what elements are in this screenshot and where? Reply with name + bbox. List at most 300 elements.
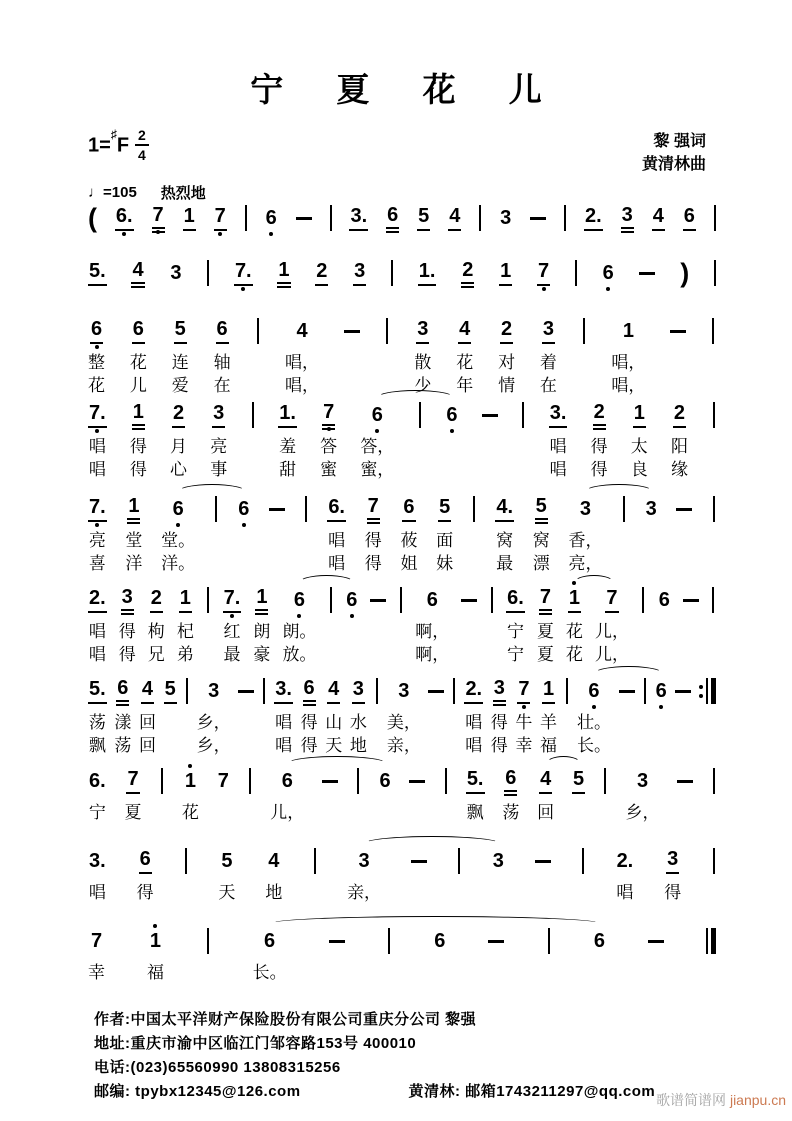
lyric: 兄 bbox=[147, 645, 165, 664]
note: 3 bbox=[542, 318, 555, 344]
lyric: 得 bbox=[118, 645, 136, 664]
lyric bbox=[489, 620, 494, 643]
lyric bbox=[582, 374, 587, 397]
lyric: 飘 bbox=[466, 803, 484, 822]
lyric bbox=[241, 529, 246, 552]
lyric: 亮 bbox=[210, 437, 228, 456]
footer-address: 地址:重庆市渝中区临江门邹容路153号 400010 bbox=[94, 1035, 417, 1052]
note: 7 bbox=[217, 770, 229, 792]
lyric: 红 bbox=[223, 622, 241, 641]
high-octave-dot bbox=[188, 764, 192, 768]
barline bbox=[644, 678, 646, 704]
lyric bbox=[350, 351, 355, 374]
barline bbox=[713, 768, 715, 794]
note: 1 bbox=[277, 259, 290, 288]
lyric bbox=[642, 711, 647, 734]
high-octave-dot bbox=[153, 924, 157, 928]
tie-slur bbox=[377, 390, 454, 405]
lyric: 幸 bbox=[88, 963, 105, 982]
lyric bbox=[248, 801, 253, 824]
lyric: 得 bbox=[300, 713, 318, 732]
note: 7. bbox=[234, 260, 253, 286]
note: 1 bbox=[127, 495, 140, 524]
lyric: 得 bbox=[364, 554, 382, 573]
barline bbox=[215, 496, 217, 522]
lyric: 答 bbox=[320, 437, 338, 456]
lyric bbox=[206, 643, 211, 666]
low-octave-dot bbox=[375, 429, 379, 433]
music-line-5 bbox=[88, 494, 716, 575]
note: 3 bbox=[398, 680, 410, 702]
note: 6 bbox=[402, 496, 415, 522]
lyric bbox=[621, 552, 626, 575]
tempo-marking: ♩=105 bbox=[88, 184, 137, 201]
barline bbox=[330, 587, 332, 613]
barline bbox=[623, 496, 625, 522]
lyric: 蜜 bbox=[320, 460, 338, 479]
note: 6 bbox=[303, 677, 316, 706]
lyric: 最 bbox=[496, 554, 514, 573]
lyric: 唱， bbox=[285, 376, 320, 395]
lyric: 窝 bbox=[496, 531, 514, 550]
lyric: 蜜， bbox=[360, 460, 395, 479]
page-title: 宁 夏 花 儿 bbox=[250, 71, 564, 108]
lyric bbox=[489, 643, 494, 666]
lyric bbox=[689, 643, 694, 666]
note: 2. bbox=[464, 678, 483, 704]
barline bbox=[161, 768, 163, 794]
lyric bbox=[472, 529, 477, 552]
lyric bbox=[214, 529, 219, 552]
lyric bbox=[434, 711, 439, 734]
lyric bbox=[452, 711, 457, 734]
note: 6 bbox=[293, 589, 306, 611]
barline bbox=[245, 205, 247, 231]
lyric bbox=[682, 552, 687, 575]
barline bbox=[400, 587, 402, 613]
lyric: 花 bbox=[565, 622, 583, 641]
lyric: 唱 bbox=[465, 713, 483, 732]
note: 3 bbox=[121, 586, 134, 615]
lyric bbox=[262, 734, 267, 757]
lyric bbox=[711, 643, 716, 666]
lyric bbox=[221, 801, 226, 824]
note: 2 bbox=[172, 402, 185, 428]
lyric bbox=[450, 435, 455, 458]
note: 5. bbox=[466, 768, 485, 794]
lyric: 轴 bbox=[213, 353, 231, 372]
duration-dash bbox=[683, 599, 699, 602]
lyric: 整 bbox=[88, 353, 105, 372]
lyric: 亮， bbox=[568, 554, 603, 573]
tie-slur bbox=[574, 575, 614, 590]
note: 3 bbox=[353, 260, 366, 286]
note: 6 bbox=[264, 930, 276, 952]
note: 2. bbox=[584, 205, 603, 231]
note: 7 bbox=[322, 401, 335, 430]
lyric: 夏 bbox=[536, 645, 554, 664]
note: 4 bbox=[652, 205, 665, 231]
composer: 黄清林曲 bbox=[641, 156, 706, 173]
open-paren: ( bbox=[88, 203, 97, 233]
lyric: 放。 bbox=[282, 645, 317, 664]
footer-email: 邮编: tpybx12345@126.com bbox=[94, 1083, 301, 1100]
lyric: 啊， bbox=[415, 645, 450, 664]
note: 5 bbox=[535, 495, 548, 524]
lyric bbox=[681, 711, 686, 734]
lyricist: 黎 强词 bbox=[653, 133, 706, 150]
lyric: 地 bbox=[265, 883, 283, 902]
barline bbox=[566, 678, 568, 704]
note: 1 bbox=[183, 205, 196, 231]
barline bbox=[453, 678, 455, 704]
note: 6 bbox=[683, 205, 696, 231]
lyric bbox=[676, 374, 681, 397]
duration-dash bbox=[461, 599, 477, 602]
barline bbox=[376, 678, 378, 704]
note: 6 bbox=[655, 680, 668, 702]
lyric: 花 bbox=[181, 803, 199, 822]
note: 7 bbox=[214, 205, 227, 231]
low-octave-dot bbox=[122, 232, 126, 236]
lyric bbox=[184, 881, 189, 904]
lyric: 飘 bbox=[88, 736, 106, 755]
lyric: 堂 bbox=[125, 531, 143, 550]
lyric bbox=[387, 961, 392, 984]
music-line-4 bbox=[88, 400, 716, 481]
barline bbox=[712, 318, 714, 344]
duration-dash bbox=[639, 272, 655, 275]
lyric: 牛 bbox=[515, 713, 533, 732]
lyric: 朗 bbox=[253, 622, 271, 641]
note: 3. bbox=[89, 850, 106, 872]
lyric bbox=[443, 801, 448, 824]
note: 3 bbox=[636, 770, 649, 792]
lyric bbox=[417, 881, 422, 904]
note: 6 bbox=[371, 404, 384, 426]
lyric: 宁 bbox=[88, 803, 106, 822]
lyric: 乡， bbox=[196, 713, 231, 732]
note: 2 bbox=[461, 259, 474, 288]
low-octave-dot bbox=[350, 614, 354, 618]
lyric: 夏 bbox=[536, 622, 554, 641]
lyric bbox=[350, 374, 355, 397]
lyric: 回 bbox=[138, 713, 156, 732]
note: 6. bbox=[506, 587, 525, 613]
tie-slur bbox=[299, 575, 353, 590]
lyric bbox=[641, 643, 646, 666]
lyric bbox=[168, 734, 173, 757]
lyric bbox=[521, 435, 526, 458]
lyric bbox=[312, 881, 317, 904]
barline bbox=[564, 205, 566, 231]
lyric bbox=[328, 643, 333, 666]
lyric: 儿， bbox=[594, 622, 629, 641]
lyric bbox=[642, 734, 647, 757]
lyric: 回 bbox=[138, 736, 156, 755]
lyric bbox=[275, 552, 280, 575]
note: 2. bbox=[616, 850, 634, 872]
barline bbox=[257, 318, 259, 344]
lyric bbox=[682, 529, 687, 552]
lyric: 唱 bbox=[328, 554, 346, 573]
lyric bbox=[376, 620, 381, 643]
lyric: 回 bbox=[537, 803, 555, 822]
lyric bbox=[275, 529, 280, 552]
duration-dash bbox=[676, 508, 692, 511]
lyric: 面 bbox=[436, 531, 454, 550]
lyric: 荡 bbox=[114, 736, 132, 755]
note: 3 bbox=[666, 848, 679, 874]
tie-slur bbox=[585, 484, 653, 499]
duration-dash bbox=[428, 690, 444, 693]
lyric: 天 bbox=[325, 736, 343, 755]
duration-dash bbox=[322, 780, 338, 783]
barline bbox=[491, 587, 493, 613]
barline bbox=[391, 260, 393, 286]
tie-slur bbox=[594, 666, 663, 681]
lyric bbox=[450, 458, 455, 481]
lyric: 姐 bbox=[400, 554, 418, 573]
barline bbox=[714, 205, 716, 231]
lyric: 得 bbox=[590, 460, 608, 479]
duration-dash bbox=[411, 860, 427, 863]
note: 6 bbox=[216, 318, 229, 344]
note: 7 bbox=[605, 587, 618, 613]
note: 7 bbox=[537, 260, 550, 286]
lyric: 唱 bbox=[88, 883, 106, 902]
lyric bbox=[689, 620, 694, 643]
low-octave-dot bbox=[95, 429, 99, 433]
lyric bbox=[540, 881, 545, 904]
lyric bbox=[603, 801, 608, 824]
lyric: 得 bbox=[136, 883, 154, 902]
barline bbox=[207, 587, 209, 613]
lyric bbox=[168, 711, 173, 734]
note: 4 bbox=[268, 850, 280, 872]
note: 6 bbox=[281, 770, 293, 792]
footer-composer-email: 黄清林: 邮箱1743211297@qq.com bbox=[408, 1083, 656, 1100]
note: 6 bbox=[237, 498, 250, 520]
lyric bbox=[206, 961, 211, 984]
lyric bbox=[374, 711, 379, 734]
lyric: 洋。 bbox=[161, 554, 196, 573]
note: 1 bbox=[179, 587, 192, 613]
expression-marking: 热烈地 bbox=[160, 185, 206, 202]
lyric bbox=[255, 351, 260, 374]
barline bbox=[712, 587, 714, 613]
note: 5 bbox=[174, 318, 187, 344]
note: 6 bbox=[504, 767, 517, 796]
duration-dash bbox=[619, 690, 635, 693]
lyric: 情 bbox=[498, 376, 516, 395]
note: 6 bbox=[602, 262, 615, 284]
lyric bbox=[662, 643, 667, 666]
duration-dash bbox=[370, 599, 386, 602]
barline bbox=[713, 496, 715, 522]
barline bbox=[330, 205, 332, 231]
time-signature: $\frac{2}{4}$ bbox=[135, 128, 149, 162]
lyric: 宁 bbox=[506, 622, 524, 641]
low-octave-dot bbox=[592, 705, 596, 709]
lyric bbox=[662, 620, 667, 643]
note: 1. bbox=[418, 260, 437, 286]
lyric: 唱 bbox=[88, 645, 106, 664]
lyric: 幸 bbox=[515, 736, 533, 755]
lyric: 长。 bbox=[252, 963, 287, 982]
note: 6 bbox=[445, 404, 458, 426]
note: 4. bbox=[495, 496, 514, 522]
note: 6 bbox=[587, 680, 600, 702]
low-octave-dot bbox=[327, 427, 331, 431]
lyric: 亮 bbox=[88, 531, 106, 550]
note: 5 bbox=[164, 678, 177, 704]
lyric bbox=[328, 620, 333, 643]
note: 2 bbox=[500, 318, 513, 344]
lyric: 唱 bbox=[88, 622, 106, 641]
lyric: 妹 bbox=[436, 554, 454, 573]
lyric bbox=[304, 552, 309, 575]
duration-dash bbox=[648, 940, 664, 943]
lyric bbox=[709, 961, 714, 984]
music-line-9 bbox=[88, 846, 716, 904]
lyric bbox=[681, 734, 686, 757]
lyric bbox=[711, 620, 716, 643]
lyric bbox=[398, 620, 403, 643]
lyric: 儿， bbox=[270, 803, 305, 822]
low-octave-dot bbox=[242, 523, 246, 527]
note: 4 bbox=[131, 259, 144, 288]
lyric bbox=[349, 643, 354, 666]
watermark-url[interactable]: jianpu.cn bbox=[729, 1092, 786, 1108]
lyric: 唱 bbox=[88, 437, 106, 456]
lyric: 得 bbox=[590, 437, 608, 456]
note: 1 bbox=[184, 770, 197, 792]
lyric bbox=[711, 374, 716, 397]
lyric: 花 bbox=[129, 353, 147, 372]
lyric: 得 bbox=[490, 736, 508, 755]
note: 3 bbox=[208, 680, 220, 702]
lyric bbox=[214, 552, 219, 575]
lyric: 唱 bbox=[275, 713, 293, 732]
lyric: 年 bbox=[456, 376, 474, 395]
note: 2 bbox=[593, 401, 606, 430]
lyric bbox=[649, 552, 654, 575]
barline bbox=[263, 678, 265, 704]
music-line-6 bbox=[88, 585, 716, 666]
note: 3 bbox=[492, 850, 504, 872]
low-octave-dot bbox=[606, 287, 610, 291]
duration-dash bbox=[269, 508, 285, 511]
note: 1 bbox=[499, 260, 512, 286]
tie-slur bbox=[546, 756, 581, 771]
lyric bbox=[184, 734, 189, 757]
note: 3 bbox=[621, 204, 634, 233]
barline bbox=[522, 402, 524, 428]
note: 1 bbox=[149, 930, 162, 952]
note: 6 bbox=[265, 207, 278, 229]
lyric bbox=[349, 620, 354, 643]
lyric bbox=[184, 711, 189, 734]
lyric bbox=[452, 734, 457, 757]
lyric: 唱 bbox=[88, 460, 106, 479]
duration-dash bbox=[296, 217, 312, 220]
lyric bbox=[494, 961, 499, 984]
lyric: 窝 bbox=[532, 531, 550, 550]
note: 1 bbox=[568, 587, 581, 613]
lyric: 香， bbox=[568, 531, 603, 550]
footer-author: 作者:中国太平洋财产保险股份有限公司重庆分公司 黎强 bbox=[94, 1011, 477, 1028]
lyric bbox=[457, 881, 462, 904]
lyric: 唱 bbox=[275, 736, 293, 755]
lyric bbox=[654, 961, 659, 984]
note: 6 bbox=[379, 770, 391, 792]
barline bbox=[713, 402, 715, 428]
low-octave-dot bbox=[218, 232, 222, 236]
barline bbox=[479, 205, 481, 231]
tie-slur bbox=[364, 836, 500, 851]
music-line-2 bbox=[88, 258, 716, 288]
lyric bbox=[711, 552, 716, 575]
lyric bbox=[582, 351, 587, 374]
lyric: 连 bbox=[171, 353, 189, 372]
lyric bbox=[374, 734, 379, 757]
note: 3 bbox=[352, 678, 365, 704]
music-line-7 bbox=[88, 676, 716, 757]
lyric bbox=[565, 711, 570, 734]
barline bbox=[473, 496, 475, 522]
note: 1 bbox=[622, 320, 634, 342]
lyric bbox=[659, 711, 664, 734]
note: 7 bbox=[539, 586, 552, 615]
lyric bbox=[434, 734, 439, 757]
duration-dash bbox=[670, 330, 686, 333]
barline bbox=[642, 587, 644, 613]
note: 6 bbox=[132, 318, 145, 344]
note: 5 bbox=[438, 496, 451, 522]
lyric bbox=[250, 458, 255, 481]
lyric: 弟 bbox=[176, 645, 194, 664]
lyric: 良 bbox=[630, 460, 648, 479]
key-text: 1=♯F bbox=[88, 126, 130, 157]
lyric: 着 bbox=[539, 353, 557, 372]
note: 4 bbox=[296, 320, 308, 342]
duration-dash bbox=[535, 860, 551, 863]
barline bbox=[357, 768, 359, 794]
lyric: 得 bbox=[129, 460, 147, 479]
lyric bbox=[676, 351, 681, 374]
barline bbox=[186, 678, 188, 704]
lyric: 得 bbox=[129, 437, 147, 456]
lyric: 洋 bbox=[125, 554, 143, 573]
lyric: 事 bbox=[210, 460, 228, 479]
note: 5. bbox=[88, 260, 107, 286]
low-octave-dot bbox=[95, 345, 99, 349]
lyric: 花 bbox=[565, 645, 583, 664]
barline bbox=[714, 260, 716, 286]
lyric: 杞 bbox=[176, 622, 194, 641]
note: 6 bbox=[426, 589, 438, 611]
lyric bbox=[159, 801, 164, 824]
note: 4 bbox=[327, 678, 340, 704]
low-octave-dot bbox=[542, 287, 546, 291]
lyric bbox=[711, 458, 716, 481]
low-octave-dot bbox=[95, 523, 99, 527]
barline bbox=[207, 928, 209, 954]
lyric: 少 bbox=[414, 376, 432, 395]
barline bbox=[249, 768, 251, 794]
lyric: 月 bbox=[170, 437, 188, 456]
